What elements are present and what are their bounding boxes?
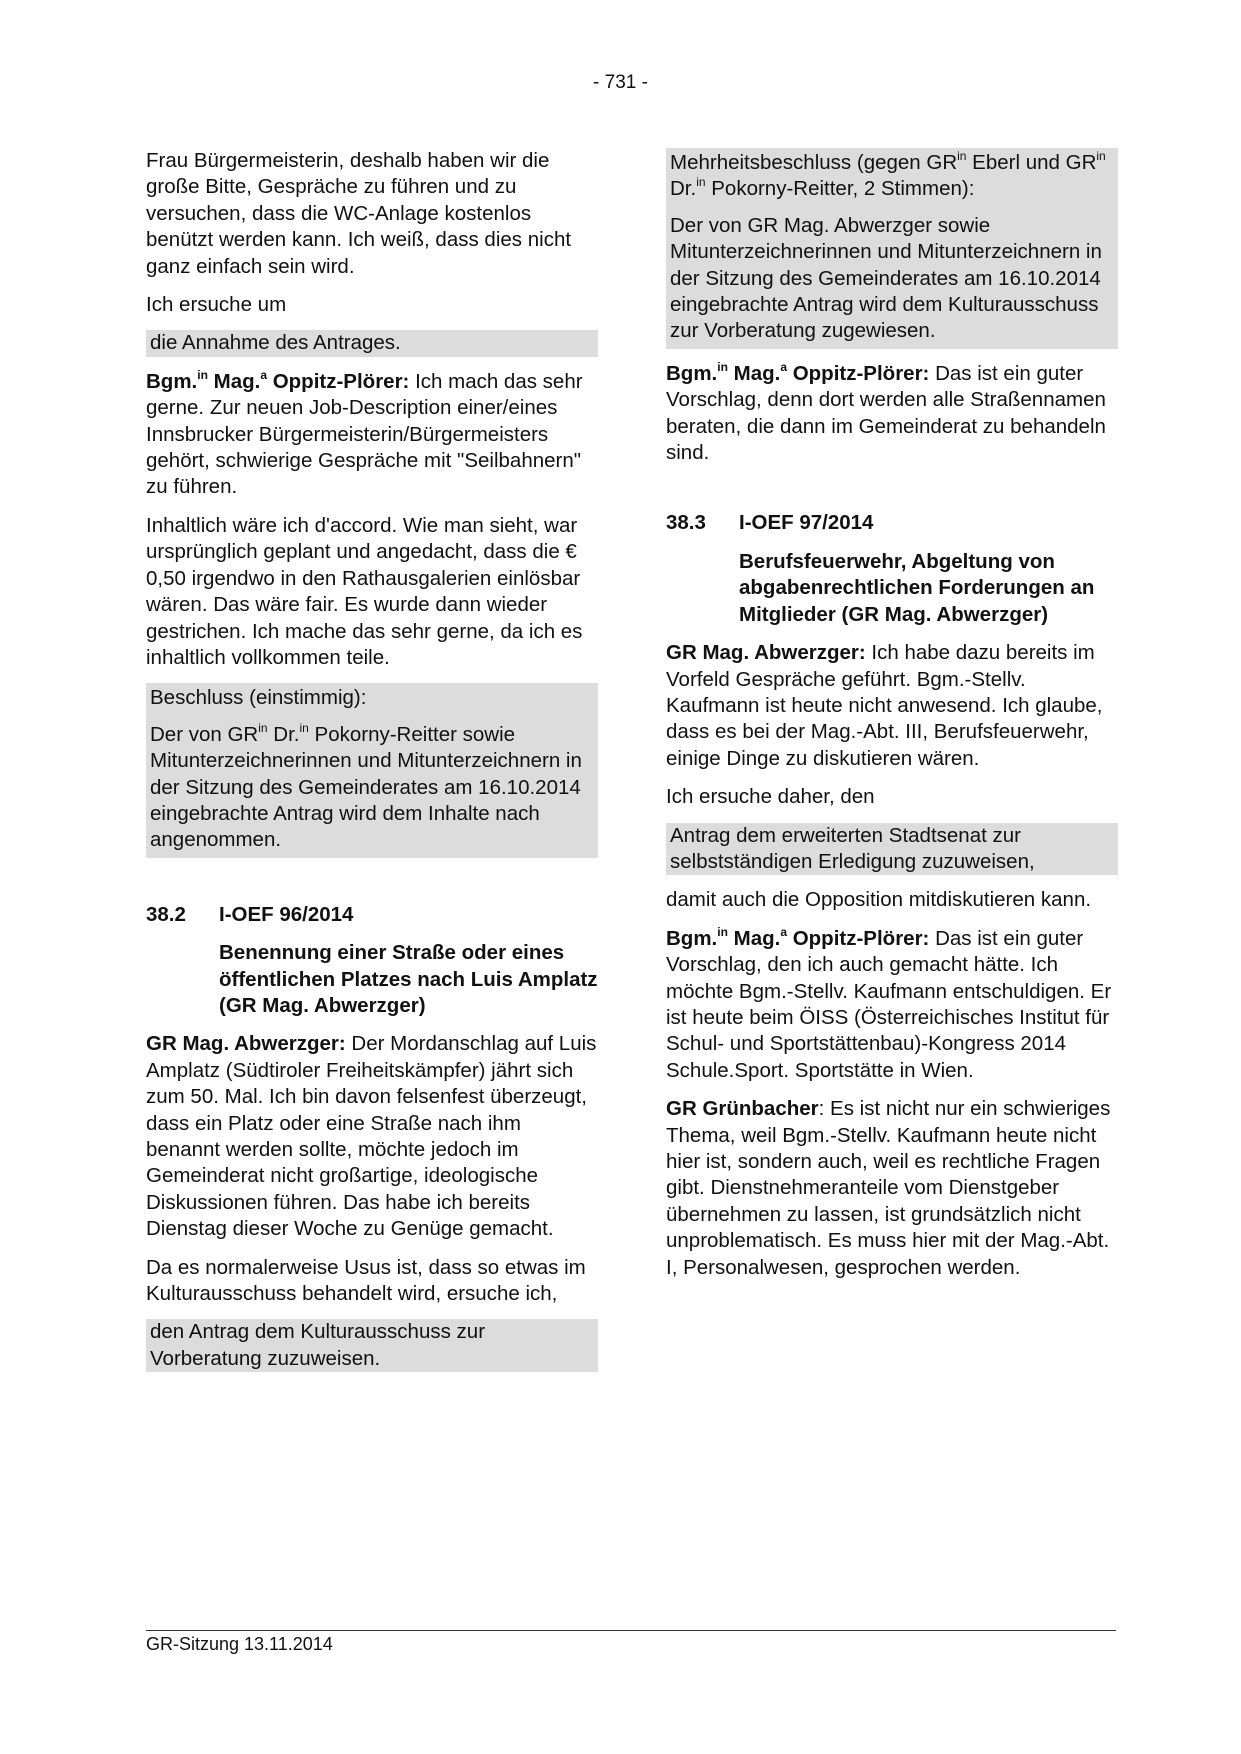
speaker-name: Bgm.$^{in}$ Mag.$^a$ Oppitz-Plörer: bbox=[666, 359, 930, 385]
paragraph: Da es normalerweise Usus ist, dass so etwas im Kulturausschuss behandelt wird, ersuche ich, bbox=[146, 1255, 586, 1306]
paragraph: Inhaltlich wäre ich d'accord. Wie man sieht, war ursprünglich geplant und angedacht, dass die € 0,50 irgendwo in den Rathausgalerien einlösbar wären. Das wäre fair. Es wurde dann wieder gestrichen. Ich mache das sehr gerne, da ich es inhaltlich vollkommen teile. bbox=[146, 513, 583, 669]
page-number: - 731 - bbox=[593, 72, 648, 93]
section-title: Benennung einer Straße oder eines öffentlichen Platzes nach Luis Amplatz (GR Mag. Abwerzger) bbox=[219, 941, 598, 1017]
footer: GR-Sitzung 13.11.2014 bbox=[146, 1634, 333, 1654]
resolution-text: Der von $GR^{in}$ Dr.$^{in}$ Pokorny-Reitter sowie Mitunterzeichnerinnen und Mitunterzeichnern in der Sitzung des Gemeinderates am 16.10.2014 eingebrachte Antrag wird dem Inhalte nach angenommen. bbox=[150, 720, 582, 852]
resolution-block bbox=[146, 683, 598, 857]
section-code: I-OEF 96/2014 bbox=[219, 902, 354, 926]
section-code: I-OEF 97/2014 bbox=[739, 511, 874, 535]
speech-paragraph: GR Mag. Abwerzger: Der Mordanschlag auf Luis Amplatz (Südtiroler Freiheitskämpfer) jährt sich zum 50. Mal. Ich bin davon felsenfest überzeugt, dass ein Platz oder eine Straße nach ihm benannt werden sollte, möchte jedoch im Gemeinderat nicht großartige, ideologische Diskussionen führen. Das habe ich bereits Dienstag dieser Woche zu Genüge gemacht. bbox=[146, 1032, 597, 1241]
paragraph: Ich ersuche daher, den bbox=[666, 785, 875, 809]
section-number: 38.3 bbox=[666, 511, 706, 535]
motion-request: Antrag dem erweiterten Stadtsenat zur selbstständigen Erledigung zuzuweisen, bbox=[666, 823, 1118, 876]
left-column bbox=[146, 148, 598, 1372]
section-title: Berufsfeuerwehr, Abgeltung von abgabenrechtlichen Forderungen an Mitglieder (GR Mag. Abwerzger) bbox=[739, 549, 1095, 626]
footer-divider bbox=[146, 1630, 1116, 1631]
speaker-name: GR Grünbacher bbox=[666, 1097, 819, 1121]
section-heading bbox=[666, 510, 1118, 536]
speech-paragraph: Bgm.$^{in}$ Mag.$^a$ Oppitz-Plörer: Ich mach das sehr gerne. Zur neuen Job-Description einer/eines Innsbrucker Bürgermeisterin/Bürgermeisters gehört, schwierige Gespräche mit "Seilbahnern" zu führen. bbox=[146, 367, 583, 499]
paragraph: damit auch die Opposition mitdiskutieren kann. bbox=[666, 888, 1092, 912]
right-column bbox=[666, 148, 1118, 1293]
speech-paragraph: GR Grünbacher: Es ist nicht nur ein schwieriges Thema, weil Bgm.-Stellv. Kaufmann heute nicht hier ist, sondern auch, weil es rechtliche Fragen gibt. Dienstnehmeranteile vom Dienstgeber übernehmen zu lassen, ist grundsätzlich nicht unproblematisch. Es muss hier mit der Mag.-Abt. I, Personalwesen, gesprochen werden. bbox=[666, 1097, 1111, 1279]
motion-request: die Annahme des Antrages. bbox=[146, 330, 598, 356]
speech-paragraph: Bgm.$^{in}$ Mag.$^a$ Oppitz-Plörer: Das ist ein guter Vorschlag, den ich auch gemacht hätte. Ich möchte Bgm.-Stellv. Kaufmann entschuldigen. Er ist heute beim ÖISS (Österreichisches Institut für Schul- und Sportstättenbau)-Kongress 2014 Schule.Sport. Sportstätte in Wien. bbox=[666, 924, 1112, 1082]
speaker-name: Bgm.$^{in}$ Mag.$^a$ Oppitz-Plörer: bbox=[146, 367, 410, 393]
paragraph: Frau Bürgermeisterin, deshalb haben wir die große Bitte, Gespräche zu führen und zu versuchen, dass die WC-Anlage kostenlos benützt werden kann. Ich weiß, dass dies nicht ganz einfach sein wird. bbox=[146, 149, 572, 278]
paragraph: Ich ersuche um bbox=[146, 293, 287, 317]
speaker-name: GR Mag. Abwerzger: bbox=[146, 1032, 346, 1056]
section-number: 38.2 bbox=[146, 902, 186, 926]
resolution-block bbox=[666, 148, 1118, 349]
resolution-label: Mehrheitsbeschluss (gegen $GR^{in}$ Eberl und $GR^{in}$ Dr.$^{in}$ Pokorny-Reitter, 2 Stimmen): bbox=[670, 149, 1106, 201]
resolution-label: Beschluss (einstimmig): bbox=[150, 686, 367, 710]
speech-paragraph: GR Mag. Abwerzger: Ich habe dazu bereits im Vorfeld Gespräche geführt. Bgm.-Stellv. Kaufmann ist heute nicht anwesend. Ich glaube, dass es bei der Mag.-Abt. III, Berufsfeuerwehr, einige Dinge zu diskutieren wären. bbox=[666, 641, 1103, 770]
motion-request: den Antrag dem Kulturausschuss zur Vorberatung zuzuweisen. bbox=[146, 1319, 598, 1372]
speaker-name: GR Mag. Abwerzger: bbox=[666, 641, 866, 665]
speech-paragraph: Bgm.$^{in}$ Mag.$^a$ Oppitz-Plörer: Das ist ein guter Vorschlag, denn dort werden alle Straßennamen beraten, die dann im Gemeinderat zu behandeln sind. bbox=[666, 359, 1106, 465]
resolution-text: Der von GR Mag. Abwerzger sowie Mitunterzeichnerinnen und Mitunterzeichnern in der Sitzung des Gemeinderates am 16.10.2014 eingebrachte Antrag wird dem Kulturausschuss zur Vorberatung zugewiesen. bbox=[670, 213, 1102, 343]
speaker-name: Bgm.$^{in}$ Mag.$^a$ Oppitz-Plörer: bbox=[666, 924, 930, 950]
section-heading bbox=[146, 902, 598, 928]
